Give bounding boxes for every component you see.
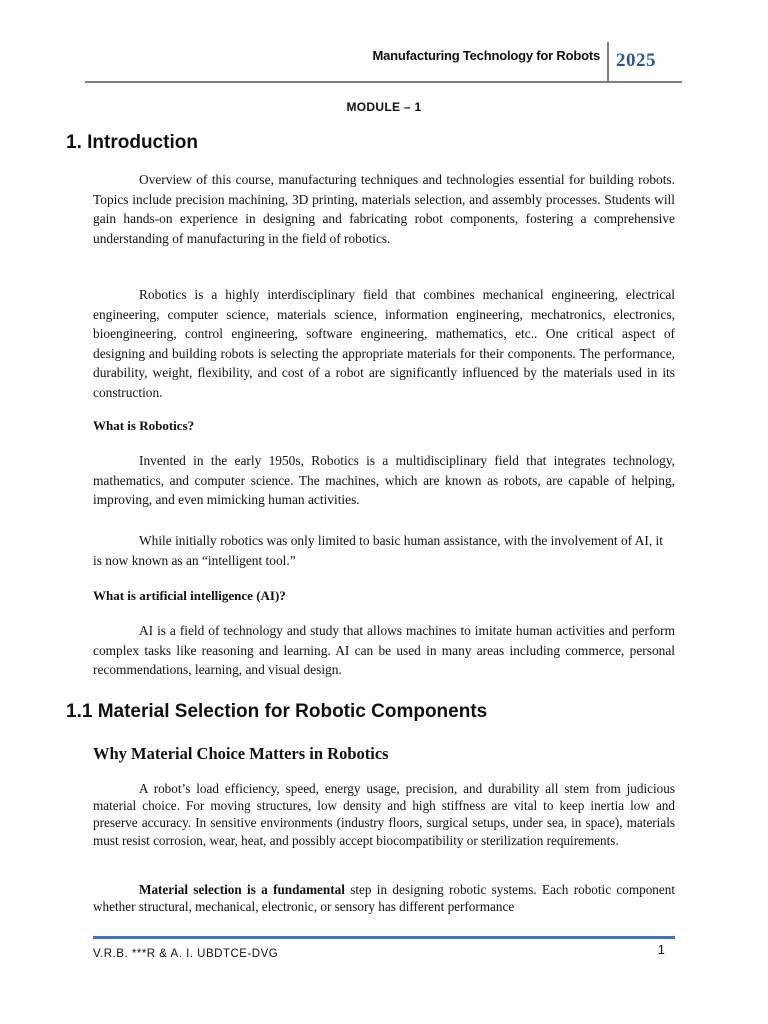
header-title: Manufacturing Technology for Robots xyxy=(372,48,600,63)
intro-paragraph-1: Overview of this course, manufacturing techniques and technologies essential for building robots. Topics include precision machining, 3D printing, materials selection, and assembly processes. Students will gain hands-on experience in designing and fabricating robot components, fostering a comprehensive understanding of manufacturing in the field of robotics. xyxy=(93,172,675,246)
material-selection-heading: 1.1 Material Selection for Robotic Components xyxy=(66,701,488,722)
why-material-bold-lead: Material selection is a fundamental xyxy=(139,882,345,897)
intro-paragraph-2: Robotics is a highly interdisciplinary field that combines mechanical engineering, electrical engineering, computer science, materials science, information engineering, mechatronics, electronics, bioengineering, control engineering, software engineering, mathematics, etc.. One critical aspect of designing and building robots is selecting the appropriate materials for their components. The performance, durability, weight, flexibility, and cost of a robot are significantly influenced by the materials used in its construction. xyxy=(93,287,675,400)
why-material-paragraph-2-text: step in designing robotic systems. Each robotic component whether structural, mechanical, electronic, or sensory has different performance xyxy=(93,882,675,915)
module-label: MODULE – 1 xyxy=(346,100,422,114)
header-year: 2025 xyxy=(616,50,656,71)
footer-credit: V.R.B. ***R & A. I. UBDTCE-DVG xyxy=(93,948,279,960)
footer-rule xyxy=(93,936,675,939)
why-material-paragraph-1: A robot’s load efficiency, speed, energy usage, precision, and durability all stem from judicious material choice. For moving structures, low density and high stiffness are vital to keep inertia low and preserve accuracy. In sensitive environments (industry floors, surgical setups, under sea, in space), materials must resist corrosion, wear, heat, and possibly accept biocompatibility or sterilization requirements. xyxy=(93,781,675,848)
robotics-paragraph-1: Invented in the early 1950s, Robotics is a multidisciplinary field that integrates technology, mathematics, and computer science. The machines, which are known as robots, are capable of helping, improving, and even mimicking human activities. xyxy=(93,453,675,508)
robotics-heading: What is Robotics? xyxy=(93,418,195,433)
why-material-paragraph-2 xyxy=(93,881,675,915)
ai-heading: What is artificial intelligence (AI)? xyxy=(93,588,286,603)
header-separator xyxy=(607,42,609,82)
robotics-paragraph-2: While initially robotics was only limited to basic human assistance, with the involvement of AI, it is now known as an “intelligent tool.” xyxy=(93,533,663,568)
why-material-heading: Why Material Choice Matters in Robotics xyxy=(93,744,389,763)
intro-heading: 1. Introduction xyxy=(66,132,198,153)
header-rule xyxy=(85,81,682,83)
page-number: 1 xyxy=(657,942,665,957)
ai-paragraph: AI is a field of technology and study that allows machines to imitate human activities and perform complex tasks like reasoning and learning. AI can be used in many areas including commerce, personal recommendations, learning, and visual design. xyxy=(93,623,675,678)
